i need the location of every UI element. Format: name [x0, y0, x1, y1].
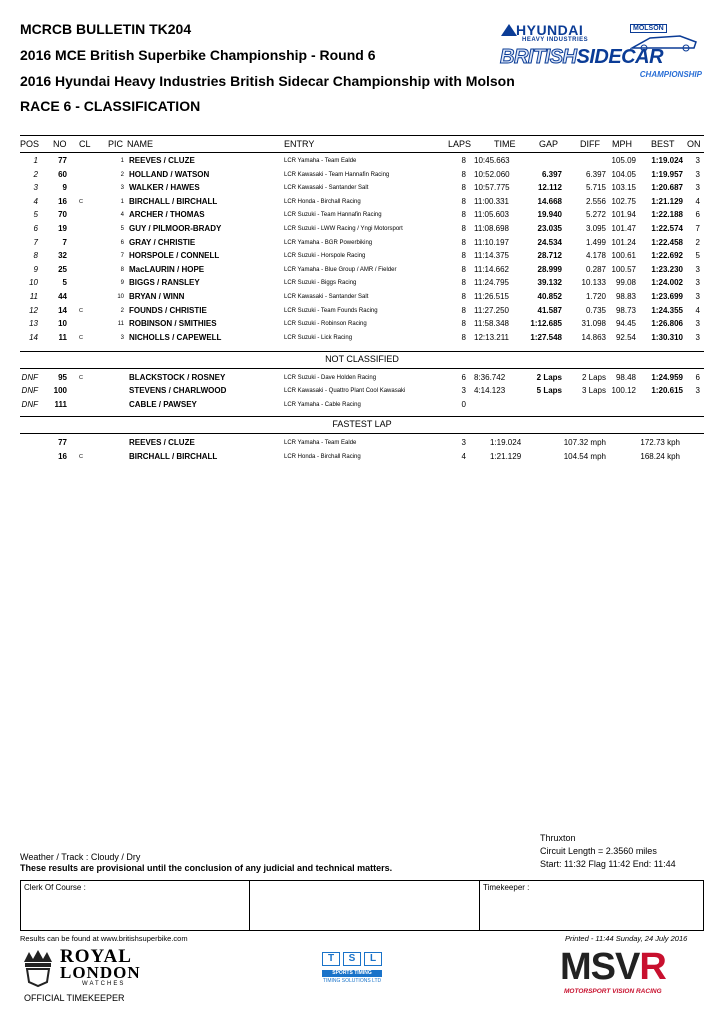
col-pos: POS	[20, 139, 40, 149]
cell-no: 16	[58, 196, 67, 206]
cell-diff: 0.287	[585, 264, 606, 274]
cell-time: 11:10.197	[474, 237, 509, 247]
london-word: LONDON	[60, 963, 141, 982]
cell-best: 1:20.615	[651, 386, 683, 396]
cell-no: 77	[58, 438, 67, 447]
cell-entry: LCR Suzuki - Horspole Racing	[284, 253, 366, 260]
cell-laps: 8	[461, 169, 466, 179]
table-row	[0, 385, 724, 397]
cell-entry: LCR Yamaha - Team Ealde	[284, 158, 357, 164]
table-row	[0, 318, 724, 330]
col-best: BEST	[651, 139, 675, 149]
cell-name: BRYAN / WINN	[129, 292, 185, 301]
table-row	[0, 169, 724, 181]
clerk-of-course-box	[21, 881, 250, 930]
cell-cl: C	[79, 334, 83, 341]
cell-name: BLACKSTOCK / ROSNEY	[129, 373, 226, 382]
cell-best: 1:21.129	[651, 196, 683, 206]
cell-time: 11:14.662	[474, 264, 509, 274]
cell-on: 3	[695, 264, 700, 274]
cell-pos: 6	[33, 224, 38, 233]
provisional-notice: These results are provisional until the conclusion of any judicial and technical matters.	[20, 863, 393, 873]
cell-pos: 11	[29, 292, 38, 301]
cell-entry: LCR Honda - Birchall Racing	[284, 453, 361, 460]
logo-molson: MOLSON	[630, 24, 667, 33]
cell-time: 11:14.375	[474, 251, 509, 261]
table-row	[0, 437, 724, 449]
cell-best: 1:22.458	[651, 237, 683, 247]
series-title: 2016 Hyundai Heavy Industries British Sidecar Championship with Molson	[20, 73, 515, 89]
cell-no: 77	[58, 156, 67, 165]
cell-best: 1:30.310	[651, 332, 683, 342]
cell-laps: 8	[461, 319, 466, 329]
cell-no: 10	[58, 319, 67, 329]
cell-no: 111	[54, 399, 67, 409]
cell-lap: 4	[461, 451, 466, 461]
cell-no: 5	[62, 278, 67, 288]
cell-laps: 0	[461, 399, 466, 409]
cell-pos: 2	[33, 169, 38, 179]
cell-time: 11:05.603	[474, 210, 509, 220]
col-no: NO	[53, 139, 67, 149]
col-cl: CL	[79, 139, 91, 149]
cell-time: 10:57.775	[474, 183, 510, 193]
cell-pos: 13	[29, 319, 38, 329]
cell-time: 11:58.348	[474, 319, 509, 329]
cell-pos: 4	[33, 196, 38, 206]
cell-time: 10:45.663	[474, 156, 510, 165]
cell-on: 4	[695, 196, 700, 206]
column-headers	[0, 138, 724, 150]
cell-entry: LCR Suzuki - Biggs Racing	[284, 280, 357, 287]
cell-entry: LCR Suzuki - Dave Holden Racing	[284, 375, 377, 381]
cell-laps: 8	[461, 196, 466, 206]
cell-entry: LCR Suzuki - LWW Racing / Yngi Motorsport	[284, 226, 403, 232]
cell-pic: 7	[120, 253, 124, 260]
cell-mph: 100.12	[611, 386, 636, 396]
cell-lap: 3	[461, 438, 466, 447]
cell-pic: 6	[120, 239, 124, 246]
msvr-left: MSV	[560, 946, 640, 988]
table-row	[0, 305, 724, 317]
cell-time: 11:08.698	[474, 224, 509, 233]
col-name: NAME	[127, 139, 154, 149]
cell-name: BIGGS / RANSLEY	[129, 278, 200, 288]
cell-on: 4	[695, 305, 700, 315]
cell-diff: 5.715	[585, 183, 606, 193]
cell-laps: 8	[461, 251, 466, 261]
watches-word: WATCHES	[82, 981, 126, 987]
cell-no: 60	[58, 169, 67, 179]
cell-on: 3	[695, 169, 700, 179]
cell-cl: C	[79, 375, 83, 381]
royal-word: ROYAL	[60, 946, 132, 967]
cell-mph: 101.24	[611, 237, 636, 247]
table-row	[0, 451, 724, 463]
cell-kph: 168.24 kph	[640, 451, 680, 461]
cell-name: ARCHER / THOMAS	[129, 210, 205, 220]
tsl-tagline: SPORTS TIMING	[322, 970, 382, 977]
cell-best: 1:22.574	[651, 224, 683, 233]
cell-gap: 41.587	[537, 305, 562, 315]
cell-mph: 105.09	[611, 156, 636, 165]
fastest-lap-heading: FASTEST LAP	[332, 419, 392, 429]
col-pic: PIC	[108, 139, 124, 149]
cell-pos: 7	[33, 237, 38, 247]
cell-laps: 6	[461, 373, 466, 382]
cell-gap: 39.132	[537, 278, 562, 288]
cell-diff: 0.735	[585, 305, 606, 315]
cell-time: 12:13.211	[474, 332, 509, 342]
cell-best: 1:22.692	[651, 251, 683, 261]
col-mph: MPH	[612, 139, 632, 149]
cell-name: WALKER / HAWES	[129, 183, 200, 193]
col-entry: ENTRY	[284, 139, 315, 149]
cell-name: REEVES / CLUZE	[129, 438, 195, 447]
cell-diff: 1.499	[585, 237, 606, 247]
fl-top-divider	[20, 416, 704, 417]
cell-diff: 3.095	[585, 224, 606, 233]
cell-time: 11:00.331	[474, 196, 509, 206]
cell-time: 1:19.024	[490, 438, 522, 447]
cell-pic: 3	[120, 334, 124, 341]
cell-entry: LCR Kawasaki - Team Hannafin Racing	[284, 171, 390, 178]
cell-entry: LCR Yamaha - Blue Group / AMR / Fielder	[284, 266, 397, 273]
cell-diff: 2 Laps	[581, 373, 606, 382]
timekeeper-label: Timekeeper :	[483, 883, 530, 892]
cell-diff: 2.556	[585, 196, 606, 206]
cell-pic: 4	[120, 212, 124, 219]
cell-laps: 3	[461, 386, 466, 396]
cell-on: 3	[695, 319, 700, 329]
cell-entry: LCR Kawasaki - Santander Salt	[284, 294, 369, 300]
cell-mph: 102.75	[611, 196, 636, 206]
circuit-name: Thruxton	[540, 833, 576, 843]
cell-time: 11:26.515	[474, 292, 509, 301]
col-time: TIME	[494, 139, 516, 149]
cell-diff: 4.178	[585, 251, 606, 261]
cell-cl: C	[79, 453, 83, 460]
cell-mph: 99.08	[615, 278, 636, 288]
cell-mph: 100.57	[611, 264, 636, 274]
cell-gap: 5 Laps	[536, 386, 562, 396]
cell-gap: 14.668	[537, 196, 562, 206]
cell-mph: 100.61	[611, 251, 636, 261]
cell-pic: 2	[120, 307, 124, 314]
crown-crest-icon	[20, 948, 56, 988]
cell-pos: 5	[33, 210, 38, 220]
cell-time: 11:27.250	[474, 305, 509, 315]
table-row	[0, 237, 724, 249]
cell-diff: 14.863	[581, 332, 606, 342]
cell-no: 70	[58, 210, 67, 220]
col-diff: DIFF	[580, 139, 600, 149]
cell-mph: 101.94	[611, 210, 636, 220]
cell-laps: 8	[461, 292, 466, 301]
nc-top-divider	[20, 351, 704, 352]
table-row	[0, 209, 724, 221]
cell-gap: 40.852	[537, 292, 562, 301]
cell-pos: 1	[33, 156, 38, 165]
cell-name: BIRCHALL / BIRCHALL	[129, 196, 218, 206]
cell-entry: LCR Honda - Birchall Racing	[284, 198, 361, 205]
msvr-tagline: MOTORSPORT VISION RACING	[564, 988, 662, 995]
cell-entry: LCR Yamaha - Team Ealde	[284, 440, 357, 446]
table-row	[0, 264, 724, 276]
official-timekeeper: OFFICIAL TIMEKEEPER	[24, 993, 125, 1003]
cell-name: HOLLAND / WATSON	[129, 169, 210, 179]
cell-mph: 94.45	[615, 319, 636, 329]
cell-mph: 107.32 mph	[563, 438, 606, 447]
cell-gap: 6.397	[541, 169, 562, 179]
not-classified-heading: NOT CLASSIFIED	[325, 354, 399, 364]
cell-on: 5	[695, 251, 700, 261]
tsl-company: TIMING SOLUTIONS LTD	[322, 978, 382, 984]
cell-diff: 31.098	[581, 319, 606, 329]
cell-no: 14	[58, 305, 67, 315]
sidecar-championship-logo	[500, 22, 710, 84]
table-row	[0, 182, 724, 194]
cell-name: NICHOLLS / CAPEWELL	[129, 332, 222, 342]
cell-best: 1:23.230	[651, 264, 683, 274]
cell-name: GUY / PILMOOR-BRADY	[129, 224, 222, 233]
logo-hhi: HEAVY INDUSTRIES	[522, 37, 589, 43]
logo-sidecar: SIDECAR	[576, 46, 664, 68]
timekeeper-box	[480, 881, 703, 930]
cell-cl: C	[79, 307, 83, 314]
table-row	[0, 291, 724, 303]
cell-mph: 104.05	[611, 169, 636, 179]
cell-no: 16	[58, 451, 67, 461]
bulletin-title: MCRCB BULLETIN TK204	[20, 21, 192, 37]
cell-kph: 172.73 kph	[640, 438, 680, 447]
msvr-right: R	[639, 946, 666, 988]
cell-gap: 2 Laps	[536, 373, 562, 382]
table-row	[0, 277, 724, 289]
tsl-l: L	[364, 952, 382, 966]
cell-best: 1:24.355	[651, 305, 683, 315]
cell-time: 10:52.060	[474, 169, 510, 179]
weather-track: Weather / Track : Cloudy / Dry	[20, 852, 141, 862]
cell-pic: 10	[117, 294, 124, 300]
cell-pos: 3	[33, 183, 38, 193]
cell-pos: 14	[29, 332, 38, 342]
cell-best: 1:19.957	[651, 169, 683, 179]
printed-time: Printed - 11:44 Sunday, 24 July 2016	[565, 934, 688, 943]
cell-laps: 8	[461, 332, 466, 342]
table-row	[0, 196, 724, 208]
cell-laps: 8	[461, 183, 466, 193]
cell-mph: 98.73	[615, 305, 636, 315]
cell-best: 1:20.687	[651, 183, 683, 193]
cell-name: MacLAURIN / HOPE	[129, 264, 205, 274]
cell-pos: 9	[33, 264, 38, 274]
col-laps: LAPS	[448, 139, 472, 149]
logo-championship: CHAMPIONSHIP	[639, 70, 702, 79]
cell-name: CABLE / PAWSEY	[129, 399, 197, 409]
col-on: ON	[687, 139, 701, 149]
msvr-wordmark	[560, 946, 666, 989]
cell-no: 44	[58, 292, 67, 301]
cell-laps: 8	[461, 237, 466, 247]
cell-best: 1:19.024	[651, 156, 683, 165]
cell-mph: 101.47	[611, 224, 636, 233]
cell-best: 1:26.806	[651, 319, 683, 329]
cell-name: GRAY / CHRISTIE	[129, 237, 196, 247]
table-row	[0, 155, 724, 167]
table-row	[0, 223, 724, 235]
cell-best: 1:24.002	[651, 278, 683, 288]
header-divider	[20, 135, 704, 136]
cell-on: 3	[695, 332, 700, 342]
table-row	[0, 332, 724, 344]
cell-time: 8:36.742	[474, 373, 506, 382]
cell-pic: 11	[117, 321, 124, 328]
cell-gap: 12.112	[537, 183, 562, 193]
cell-mph: 92.54	[615, 332, 636, 342]
cell-on: 3	[695, 156, 700, 165]
logo-british-sidecar	[500, 46, 663, 69]
table-row	[0, 372, 724, 384]
cell-best: 1:24.959	[651, 373, 683, 382]
race-title: RACE 6 - CLASSIFICATION	[20, 98, 201, 114]
cell-pic: 2	[120, 171, 124, 178]
royal-london-logo	[20, 946, 160, 1008]
cell-entry: LCR Yamaha - Cable Racing	[284, 401, 361, 408]
cell-name: FOUNDS / CHRISTIE	[129, 305, 207, 315]
cell-no: 9	[62, 183, 67, 193]
cell-mph: 104.54 mph	[563, 451, 606, 461]
cell-gap: 23.035	[537, 224, 562, 233]
cell-no: 95	[58, 373, 67, 382]
cell-no: 32	[58, 251, 67, 261]
cell-pic: 5	[120, 226, 124, 232]
cell-on: 3	[695, 386, 700, 396]
cell-on: 2	[695, 237, 700, 247]
cell-pic: 9	[120, 280, 124, 287]
circuit-length: Circuit Length = 2.3560 miles	[540, 846, 657, 856]
cell-pos: DNF	[21, 386, 38, 396]
championship-title: 2016 MCE British Superbike Championship - Round 6	[20, 47, 376, 63]
cell-name: STEVENS / CHARLWOOD	[129, 386, 227, 396]
tsl-t: T	[322, 952, 340, 966]
cell-pos: DNF	[21, 399, 38, 409]
cell-no: 11	[58, 332, 67, 342]
cell-on: 3	[695, 292, 700, 301]
cell-diff: 10.133	[581, 278, 606, 288]
cell-entry: LCR Suzuki - Team Founds Racing	[284, 307, 378, 314]
msvr-logo	[560, 946, 710, 1000]
cell-pos: 10	[29, 278, 38, 288]
cell-name: BIRCHALL / BIRCHALL	[129, 451, 218, 461]
cell-gap: 1:27.548	[530, 332, 562, 342]
cell-name: ROBINSON / SMITHIES	[129, 319, 217, 329]
cell-entry: LCR Yamaha - BGR Powerbiking	[284, 239, 373, 246]
cell-laps: 8	[461, 264, 466, 274]
cell-on: 7	[695, 224, 700, 233]
logo-hyundai: HYUNDAI	[516, 22, 584, 38]
cell-mph: 98.48	[615, 373, 636, 382]
fl-bottom-divider	[20, 433, 704, 434]
race-times: Start: 11:32 Flag 11:42 End: 11:44	[540, 859, 676, 869]
cell-no: 19	[58, 224, 67, 233]
cell-best: 1:23.699	[651, 292, 683, 301]
cell-gap: 19.940	[537, 210, 562, 220]
cell-pos: 8	[33, 251, 38, 261]
cell-time: 1:21.129	[490, 451, 522, 461]
cell-laps: 8	[461, 278, 466, 288]
cell-pos: 12	[29, 305, 38, 315]
results-website: Results can be found at www.britishsuperbike.com	[20, 934, 188, 943]
cell-entry: LCR Suzuki - Team Hannafin Racing	[284, 212, 382, 219]
cell-no: 25	[58, 264, 67, 274]
tsl-logo	[322, 952, 392, 997]
cell-on: 6	[695, 373, 700, 382]
cell-mph: 98.83	[615, 292, 636, 301]
cell-diff: 6.397	[585, 169, 606, 179]
table-row	[0, 250, 724, 262]
tsl-s: S	[343, 952, 361, 966]
nc-bottom-divider	[20, 368, 704, 369]
cell-cl: C	[79, 198, 83, 205]
cell-laps: 8	[461, 305, 466, 315]
logo-british: BRITISH	[500, 46, 577, 68]
signature-boxes	[20, 880, 704, 931]
cell-laps: 8	[461, 156, 466, 165]
cell-diff: 1.720	[585, 292, 606, 301]
cell-entry: LCR Kawasaki - Quattro Plant Cool Kawasaki	[284, 388, 406, 395]
cell-time: 4:14.123	[474, 386, 506, 396]
cell-gap: 28.712	[537, 251, 562, 261]
cell-laps: 8	[461, 224, 466, 233]
col-gap: GAP	[539, 139, 559, 149]
cell-gap: 28.999	[537, 264, 562, 274]
cell-gap: 1:12.685	[530, 319, 562, 329]
cell-pic: 3	[120, 185, 124, 192]
cell-best: 1:22.188	[651, 210, 683, 220]
cell-pic: 8	[120, 266, 124, 273]
cell-entry: LCR Kawasaki - Santander Salt	[284, 185, 369, 192]
cell-no: 100	[53, 386, 67, 396]
middle-box	[250, 881, 480, 930]
cell-pic: 1	[120, 198, 124, 205]
cell-on: 6	[695, 210, 700, 220]
cell-pic: 1	[120, 158, 124, 164]
cell-laps: 8	[461, 210, 466, 220]
cell-mph: 103.15	[611, 183, 636, 193]
cell-name: REEVES / CLUZE	[129, 156, 195, 165]
cell-diff: 5.272	[585, 210, 606, 220]
clerk-label: Clerk Of Course :	[24, 883, 86, 892]
cell-time: 11:24.795	[474, 278, 509, 288]
cell-on: 3	[695, 183, 700, 193]
table-row	[0, 399, 724, 411]
cell-pos: DNF	[21, 373, 38, 382]
cell-on: 3	[695, 278, 700, 288]
cell-gap: 24.534	[537, 237, 562, 247]
cell-entry: LCR Suzuki - Robinson Racing	[284, 321, 367, 328]
cell-diff: 3 Laps	[581, 386, 606, 396]
cell-no: 7	[62, 237, 67, 247]
cell-name: HORSPOLE / CONNELL	[129, 251, 220, 261]
cell-entry: LCR Suzuki - Lick Racing	[284, 334, 353, 341]
column-divider	[20, 152, 704, 153]
